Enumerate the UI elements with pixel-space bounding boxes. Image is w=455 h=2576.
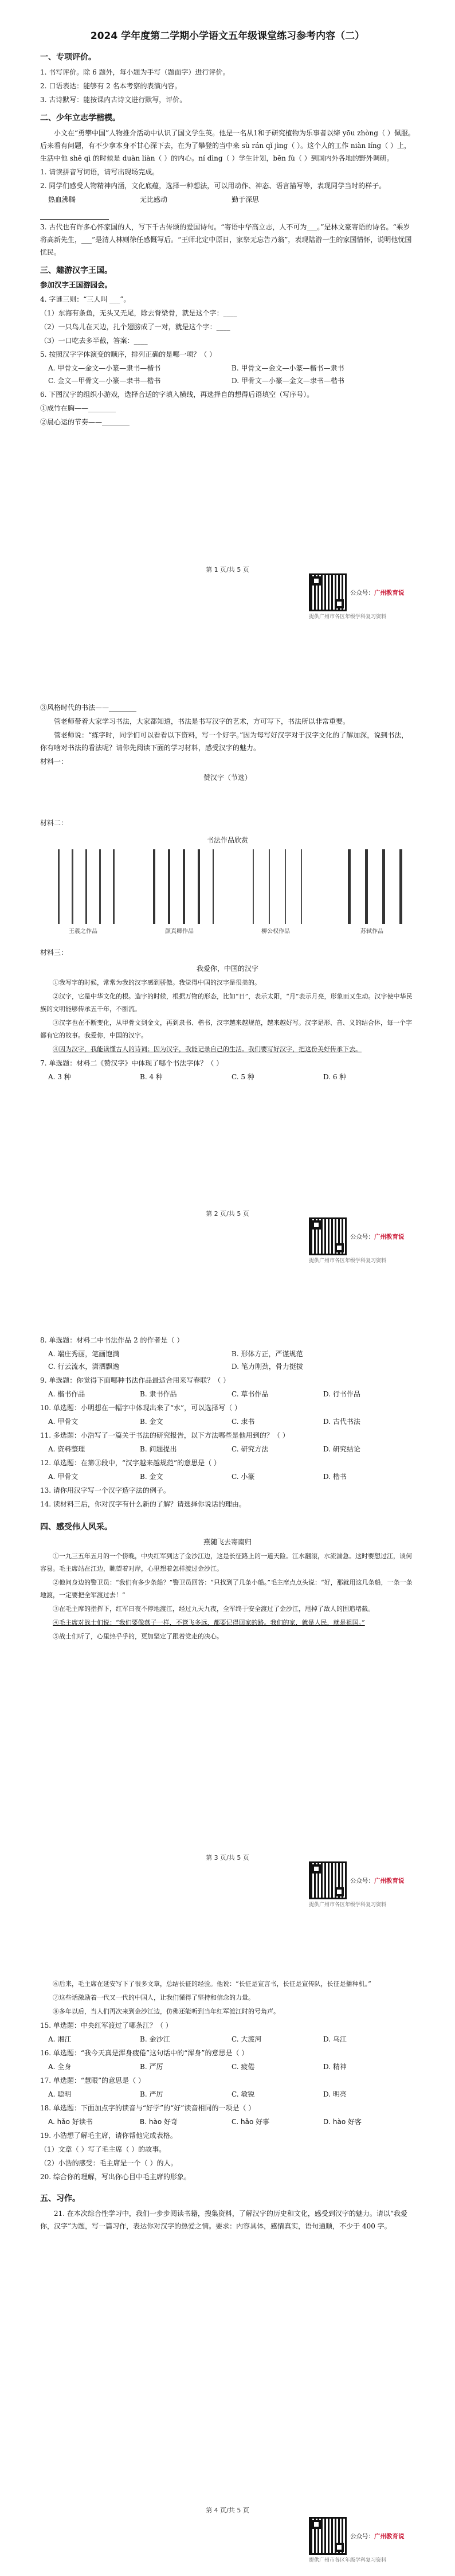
calligraphy-work: 苏轼作品 — [335, 849, 409, 935]
question-2-words — [48, 193, 415, 206]
question-6: 6. 下图汉字的组织小游戏，选择合适的字填入横线，再选择自的想得后语填空（写序号）。 — [40, 391, 314, 399]
option-d[interactable]: D. 笔力刚劲，骨力挺拔 — [232, 1363, 303, 1371]
material-1-label: 材料一： — [40, 758, 68, 766]
option-b[interactable]: B. 隶书作品 — [140, 1390, 177, 1398]
option-b[interactable]: B. 4 种 — [140, 1073, 163, 1081]
qr-code-icon[interactable] — [309, 1217, 347, 1255]
question-19: 19. 小浩想了解毛主席，请你帮他完成表格。 — [40, 2132, 177, 2140]
brand-note: 提供广州市各区年级学科复习资料 — [309, 1258, 387, 1264]
section-4-heading: 四、感受伟人风采。 — [40, 1523, 112, 1532]
question-12-options — [48, 1470, 415, 1483]
question-19-line: （2）小浩的感受：毛主席是一个（ ）的人。 — [40, 2159, 178, 2167]
page-footer: 第 4 页/共 5 页 — [206, 2507, 249, 2514]
story-para-2: ②他问身边的警卫员：“我们有多少条船？”警卫员回答：“只找到了几条小船。”毛主席点点头说：“好，那就用这几条船，一条一条地渡，一定要把全军渡过去！” — [40, 1579, 413, 1599]
question-4-item: （2）一只鸟儿在天边，扎个翅膀成了一对，就是这个字：____ — [40, 323, 230, 331]
question-4-item: （1）东海有条鱼，无头又无尾，除去脊梁骨，就是这个字：____ — [40, 309, 237, 317]
question-4-item: （3）一口吃去多半截，答案：____ — [40, 337, 148, 345]
sec1-line-3: 3. 古诗默写：能按课内古诗文进行默写，评价。 — [40, 96, 187, 104]
question-13: 13. 请你用汉字写一个汉字造字法的例子。 — [40, 1486, 170, 1494]
question-6-line: ③风格时代的书法——________ — [40, 704, 137, 712]
calligraphy-work: 王羲之作品 — [46, 849, 120, 935]
option-b[interactable]: B. 严厉 — [140, 2063, 163, 2071]
qr-block — [309, 1861, 415, 1908]
question-6-line: ①成竹在胸——________ — [40, 404, 116, 412]
option-a[interactable]: A. 甲骨文 — [48, 1473, 79, 1481]
qr-code-icon[interactable] — [309, 573, 347, 611]
option-c[interactable]: C. 研究方法 — [232, 1445, 269, 1453]
brand-label: 公众号：广州教育说 — [350, 590, 405, 596]
option-c[interactable]: C. 大渡河 — [232, 2035, 262, 2043]
brand-label: 公众号：广州教育说 — [350, 1878, 405, 1884]
material-3-para-1: ①我写字的时候，常常为我的汉字感到骄傲。我觉得中国的汉字是很美的。 — [53, 979, 261, 986]
option-b[interactable]: B. 严厉 — [140, 2090, 163, 2098]
question-10-options — [48, 1415, 415, 1428]
question-15-options — [48, 2033, 415, 2046]
material-2-label: 材料二： — [40, 819, 68, 827]
option-b[interactable]: B. 金文 — [140, 1418, 163, 1426]
question-5-options — [48, 362, 415, 387]
section-3-heading: 三、趣游汉字王国。 — [40, 266, 112, 275]
material-3-label: 材料三： — [40, 949, 68, 957]
question-15: 15. 单选题：中央红军渡过了哪条江？（ ） — [40, 2021, 172, 2029]
option-d[interactable]: D. 研究结论 — [323, 1445, 360, 1453]
option-c[interactable]: C. 疲倦 — [232, 2063, 255, 2071]
document-title: 2024 学年度第二学期小学语文五年级课堂练习参考内容（二） — [90, 30, 365, 42]
option-b[interactable]: B. 金沙江 — [140, 2035, 170, 2043]
question-9-options — [48, 1388, 415, 1400]
section-1-heading: 一、专项评价。 — [40, 53, 96, 62]
question-11-options — [48, 1443, 415, 1455]
material-3-para-4: ④因为汉字，我能读懂古人的诗词；因为汉字，我能记录自己的生活。我们要写好汉字，把这份美好传承下去。 — [53, 1045, 362, 1053]
question-8-options — [48, 1348, 415, 1373]
page-4 — [0, 1932, 455, 2576]
option-c[interactable]: C. 金文—甲骨文—小篆—隶书—楷书 — [48, 377, 161, 385]
question-18: 18. 单选题：下面加点字的读音与“好学”的“好”读音相同的一项是（ ） — [40, 2104, 256, 2112]
question-8: 8. 单选题：材料二中书法作品 2 的作者是（ ） — [40, 1336, 184, 1344]
question-21: 21. 在本次综合性学习中，我们一步步阅读书籍，搜集资料，了解汉字的历史和文化，感受到汉字的魅力。请以“我爱你，汉字”为题，写一篇习作，表达你对汉字的热爱之情。要求：内容具体，感情真实，语句通顺，不少于 400 字。 — [40, 2210, 408, 2230]
question-17: 17. 单选题：“慧眼”的意思是（ ） — [40, 2077, 145, 2085]
option-c[interactable]: C. 草书作品 — [232, 1390, 269, 1398]
question-9: 9. 单选题：你觉得下面哪种书法作品最适合用来写春联？（ ） — [40, 1376, 230, 1384]
option-d[interactable]: D. 6 种 — [323, 1073, 347, 1081]
question-4: 4. 字谜三则：“三人叫 ___”。 — [40, 295, 131, 303]
calligraphy-work: 颜真卿作品 — [142, 849, 217, 935]
question-6-line: ②晨心运的节奏——________ — [40, 418, 130, 426]
story-para-3: ③在毛主席的指挥下，红军日夜不停地渡江，经过九天九夜，全军终于安全渡过了金沙江，甩掉了敌人的围追堵截。 — [53, 1605, 374, 1613]
option-d[interactable]: D. hào 好客 — [323, 2118, 362, 2126]
story-para-1: ①一九三五年五月的一个傍晚，中央红军到达了金沙江边，这是长征路上的一道天险。江水翻滚，水流湍急。这时要想过江，谈何容易。毛主席站在江边，眺望着对岸，心里想着怎样渡过金沙江。 — [40, 1552, 412, 1572]
question-10: 10. 单选题：小明想在一幅字中体现出来了“水”，可以选择写（ ） — [40, 1404, 241, 1412]
option-d[interactable]: D. 楷书 — [323, 1473, 347, 1481]
option-c[interactable]: C. 行云流水，潇洒飘逸 — [48, 1363, 120, 1371]
question-20: 20. 综合你的理解，写出你心目中毛主席的形象。 — [40, 2173, 191, 2181]
option-a[interactable]: A. 楷书作品 — [48, 1390, 85, 1398]
story-para-7: ⑦这些话激励着一代又一代的中国人，让我们懂得了坚持和信念的力量。 — [53, 1994, 254, 2001]
pinyin-passage: 小文在“勇攀中国”人物推介活动中认识了国文学生英。他是一名从1和子研究植物为乐事者以缔 yōu zhòng（ ）佩服。后来看有问题，有不少拿本身不甘心深下去，在为了攀登的当中来 sù rán qǐ jìng（ ）。这个人的工作 niàn líng（ ）上，生活中他 shě qì 的时候是 duàn liàn（ ）的内心。ní dìng（ ）学生计划，bēn fù（ ）到国内外各地的野外调研。 — [40, 129, 415, 162]
section-3-subheading: 参加汉字王国游园会。 — [40, 280, 112, 289]
option-c[interactable]: C. 隶书 — [232, 1418, 255, 1426]
question-1: 1. 请读拼音写词语，请写出现场完成。 — [40, 168, 159, 176]
story-para-4: ④毛主席对战士们说：“我们要像燕子一样，不管飞多远，都要记得回家的路。我们的家，就是人民，就是祖国。” — [53, 1619, 365, 1626]
brand-label: 公众号：广州教育说 — [350, 1234, 405, 1240]
story-para-6: ⑥后来，毛主席在延安写下了很多文章，总结长征的经验。他说：“长征是宣言书，长征是宣传队，长征是播种机。” — [53, 1980, 371, 1988]
page-1 — [0, 0, 455, 644]
option-a[interactable]: A. hǎo 好读书 — [48, 2118, 93, 2126]
intro-text-1: 管老师带着大家学习书法，大家都知道，书法是书写汉字的艺术，方可写下，书法所以非常重要。 — [54, 717, 350, 725]
option-a[interactable]: A. 聪明 — [48, 2090, 72, 2098]
question-19-line: （1）文章（ ）写了毛主席（ ）的故事。 — [40, 2145, 166, 2153]
brand-note: 提供广州市各区年级学科复习资料 — [309, 614, 387, 620]
calligraphy-gallery — [46, 849, 409, 935]
option-b[interactable]: B. 金文 — [140, 1473, 163, 1481]
material-1-title: 赞汉字（节选） — [203, 774, 252, 782]
sec1-line-2: 2. 口语表达：能够有 2 名本考察的表演内容。 — [40, 82, 182, 90]
brand-note: 提供广州市各区年级学科复习资料 — [309, 1902, 387, 1908]
story-para-5: ⑤战士们听了，心里热乎乎的，更加坚定了跟着党走的决心。 — [53, 1633, 223, 1640]
question-5: 5. 按照汉字字体演变的顺序，排列正确的是哪一项？（ ） — [40, 350, 217, 358]
question-7-options — [48, 1071, 415, 1083]
material-3-title: 我爱你，中国的汉字 — [196, 965, 258, 973]
calligraphy-image — [338, 849, 406, 924]
option-c[interactable]: C. 小篆 — [232, 1473, 255, 1481]
option-b[interactable]: B. 形体方正，严谨规范 — [232, 1350, 303, 1358]
option-d[interactable]: D. 乌江 — [323, 2035, 347, 2043]
question-16-options — [48, 2060, 415, 2073]
material-3-para-2: ②汉字，它是中华文化的根。造字的时候，根据万物的形态，比如“日”，表示太阳，“月”表示月亮，形象而又生动。汉字使中华民族的文明能够传承五千年，不断流。 — [40, 993, 413, 1013]
page-3 — [0, 1288, 455, 1932]
story-para-8: ⑧多年以后，当人们再次来到金沙江边，仿佛还能听到当年红军渡江时的号角声。 — [53, 2008, 280, 2015]
qr-block — [309, 1217, 415, 1264]
option-a[interactable]: A. 端庄秀丽，笔画饱满 — [48, 1350, 120, 1358]
option-d[interactable]: D. 古代书法 — [323, 1418, 360, 1426]
question-3: 3. 古代也有许多心怀家国的人，写下千古传颂的爱国诗句。“寄语中华高立志，人不可为___。”是林文豪寄语的诗名。“乘岁将高新先生，___”是清人林则徐任感慨写后。“王师北定中原日，家祭无忘告乃翁”，表现陆游一生的家国情怀，说明他忧国忧民。 — [40, 223, 412, 256]
calligraphy-image — [145, 849, 214, 924]
qr-code-icon[interactable] — [309, 2517, 347, 2555]
question-14: 14. 读材料三后，你对汉字有什么新的了解？请选择你说话的理由。 — [40, 1500, 246, 1508]
option-d[interactable]: D. 明亮 — [323, 2090, 347, 2098]
question-18-options — [48, 2116, 415, 2128]
section-5-heading: 五、习作。 — [40, 2194, 80, 2203]
qr-code-icon[interactable] — [309, 1861, 347, 1899]
option-a[interactable]: A. 湘江 — [48, 2035, 72, 2043]
material-3-para-3: ③汉字也在不断变化，从甲骨文到金文，再到隶书、楷书，汉字越来越规范，越来越好写。汉字是形、音、义的结合体，每一个字都有它的故事。我爱你，中国的汉字。 — [40, 1019, 412, 1039]
word-option: 无比感动 — [140, 196, 168, 204]
page-2 — [0, 644, 455, 1288]
question-11: 11. 多选题：小浩写了一篇关于书法的研究报告，以下方法哪些是他用到的？（ ） — [40, 1431, 289, 1439]
brand-note: 提供广州市各区年级学科复习资料 — [309, 2558, 387, 2563]
option-d[interactable]: D. 精神 — [323, 2063, 347, 2071]
section-2-heading: 二、少年立志学楷模。 — [40, 114, 120, 123]
story-title: 燕随飞去寄南归 — [203, 1538, 252, 1546]
intro-text-2: 管老师说：“练字时，同学们可以看看以下资料，写一个好字。”因为每写好汉字对于汉字文化的了解加深，说到书法，你有啥对书法的看法呢？请你先阅读下面的学习材料，感受汉字的魅力。 — [40, 731, 409, 752]
option-c[interactable]: C. 5 种 — [232, 1073, 254, 1081]
qr-block — [309, 2517, 415, 2563]
option-a[interactable]: A. 甲骨文 — [48, 1418, 79, 1426]
option-b[interactable]: B. 问题提出 — [140, 1445, 177, 1453]
sec1-line-1: 1. 书写评价。除 6 题外，每小题为手写（题面字）进行评价。 — [40, 68, 230, 76]
word-option: 勤于深思 — [232, 196, 260, 204]
page-footer: 第 1 页/共 5 页 — [206, 566, 249, 573]
calligraphy-image — [49, 849, 117, 924]
option-b[interactable]: B. 甲骨文—金文—小篆—楷书—隶书 — [232, 364, 344, 372]
blank-line[interactable] — [40, 211, 109, 220]
question-7: 7. 单选题：材料二《赞汉字》中体现了哪个书法字体？（ ） — [40, 1059, 223, 1067]
page-footer: 第 3 页/共 5 页 — [206, 1854, 249, 1861]
option-d[interactable]: D. 甲骨文—小篆—金文—隶书—楷书 — [232, 377, 344, 385]
page-footer: 第 2 页/共 5 页 — [206, 1210, 249, 1217]
question-2: 2. 同学们感受人物精神内涵，文化底蕴，选择一种想法，可以用动作、神态、语言描写等，表现同学当时的样子。 — [40, 182, 386, 190]
option-b[interactable]: B. hào 好奇 — [140, 2118, 178, 2126]
question-12: 12. 单选题：在第③段中，“汉字越来越规范”的意思是（ ） — [40, 1459, 221, 1467]
option-c[interactable]: C. hǎo 好事 — [232, 2118, 270, 2126]
calligraphy-work: 柳公权作品 — [238, 849, 313, 935]
option-a[interactable]: A. 3 种 — [48, 1073, 71, 1081]
material-2-title: 书法作品欣赏 — [206, 836, 248, 844]
question-17-options — [48, 2088, 415, 2101]
question-16: 16. 单选题：“我今天真是浑身疲倦”这句话中的“浑身”的意思是（ ） — [40, 2049, 249, 2057]
option-a[interactable]: A. 甲骨文—金文—小篆—隶书—楷书 — [48, 364, 161, 372]
option-a[interactable]: A. 全身 — [48, 2063, 72, 2071]
brand-label: 公众号：广州教育说 — [350, 2533, 405, 2540]
option-c[interactable]: C. 敏锐 — [232, 2090, 255, 2098]
qr-block — [309, 573, 415, 620]
answer-line — [40, 207, 415, 220]
option-d[interactable]: D. 行书作品 — [323, 1390, 360, 1398]
calligraphy-image — [241, 849, 310, 924]
word-option: 热血沸腾 — [48, 196, 76, 204]
option-a[interactable]: A. 资料整理 — [48, 1445, 85, 1453]
